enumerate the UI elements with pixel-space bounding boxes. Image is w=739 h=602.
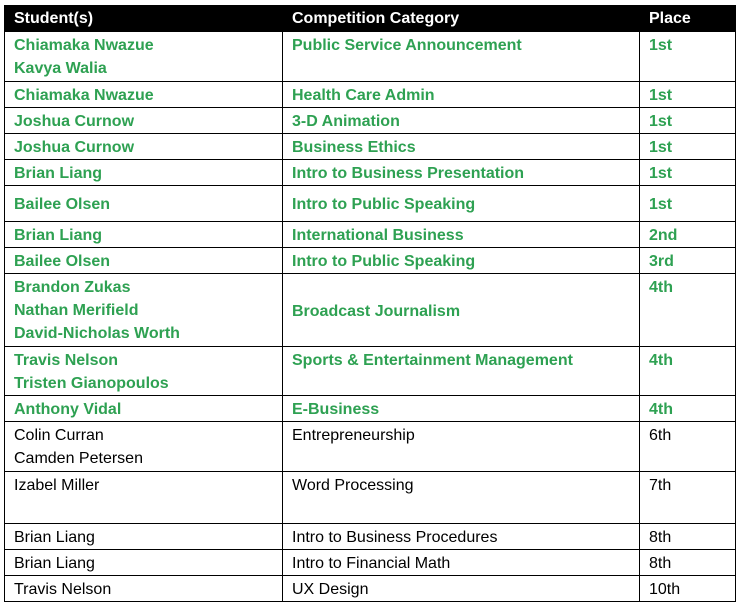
table-row	[5, 422, 736, 472]
students-cell	[5, 422, 283, 472]
student-name: Colin Curran	[14, 427, 104, 444]
student-name: Chiamaka Nwazue	[14, 37, 154, 54]
students-cell	[5, 82, 283, 108]
table-row	[5, 222, 736, 248]
students-cell	[5, 108, 283, 134]
table-row	[5, 396, 736, 422]
header-row	[5, 6, 736, 32]
table-row	[5, 248, 736, 274]
student-name: Brian Liang	[14, 529, 95, 546]
students-cell	[5, 396, 283, 422]
place-cell: 1st	[640, 32, 736, 82]
category-cell: Broadcast Journalism	[283, 274, 640, 347]
students-cell	[5, 134, 283, 160]
student-name: Travis Nelson	[14, 581, 112, 598]
student-name: Kavya Walia	[14, 60, 107, 77]
students-cell	[5, 576, 283, 602]
place-cell: 1st	[640, 160, 736, 186]
place-cell: 1st	[640, 82, 736, 108]
place-cell: 4th	[640, 396, 736, 422]
student-name: Bailee Olsen	[14, 196, 111, 213]
student-name: Chiamaka Nwazue	[14, 87, 154, 104]
student-name: Joshua Curnow	[14, 113, 135, 130]
student-name: Camden Petersen	[14, 450, 143, 467]
student-name: Travis Nelson	[14, 352, 119, 369]
table-row	[5, 134, 736, 160]
place-cell: 2nd	[640, 222, 736, 248]
students-cell	[5, 524, 283, 550]
student-name: Izabel Miller	[14, 477, 100, 494]
category-cell: Business Ethics	[283, 134, 640, 160]
students-cell	[5, 347, 283, 396]
place-cell: 8th	[640, 524, 736, 550]
category-cell: Intro to Financial Math	[283, 550, 640, 576]
category-cell: Entrepreneurship	[283, 422, 640, 472]
student-name: Brian Liang	[14, 555, 95, 572]
place-cell: 7th	[640, 472, 736, 524]
place-cell: 10th	[640, 576, 736, 602]
place-cell: 1st	[640, 134, 736, 160]
place-cell: 1st	[640, 108, 736, 134]
student-name: Joshua Curnow	[14, 139, 135, 156]
table-row	[5, 347, 736, 396]
place-cell: 3rd	[640, 248, 736, 274]
table-row	[5, 32, 736, 82]
table-row	[5, 82, 736, 108]
students-cell	[5, 248, 283, 274]
table-row	[5, 108, 736, 134]
table-row	[5, 550, 736, 576]
place-cell: 6th	[640, 422, 736, 472]
table-row	[5, 576, 736, 602]
results-table	[4, 5, 736, 602]
header-place: Place	[640, 6, 736, 32]
header-students: Student(s)	[5, 6, 283, 32]
category-cell: Intro to Business Presentation	[283, 160, 640, 186]
students-cell	[5, 160, 283, 186]
category-cell: UX Design	[283, 576, 640, 602]
students-cell	[5, 472, 283, 524]
students-cell	[5, 32, 283, 82]
category-cell: Sports & Entertainment Management	[283, 347, 640, 396]
place-cell: 1st	[640, 186, 736, 222]
student-name: Bailee Olsen	[14, 253, 111, 270]
student-name: Tristen Gianopoulos	[14, 375, 169, 392]
student-name: Brian Liang	[14, 165, 103, 182]
students-cell	[5, 274, 283, 347]
students-cell	[5, 222, 283, 248]
category-cell: Intro to Public Speaking	[283, 248, 640, 274]
student-name: Nathan Merifield	[14, 302, 139, 319]
student-name: David-Nicholas Worth	[14, 325, 180, 342]
place-cell: 8th	[640, 550, 736, 576]
category-cell: Public Service Announcement	[283, 32, 640, 82]
place-cell: 4th	[640, 274, 736, 347]
category-cell: 3-D Animation	[283, 108, 640, 134]
students-cell	[5, 186, 283, 222]
table-row	[5, 186, 736, 222]
category-cell: Intro to Business Procedures	[283, 524, 640, 550]
place-cell: 4th	[640, 347, 736, 396]
table-row	[5, 274, 736, 347]
student-name: Brian Liang	[14, 227, 103, 244]
category-cell: International Business	[283, 222, 640, 248]
students-cell	[5, 550, 283, 576]
student-name: Brandon Zukas	[14, 279, 131, 296]
table-row	[5, 524, 736, 550]
category-cell: E-Business	[283, 396, 640, 422]
category-cell: Word Processing	[283, 472, 640, 524]
header-category: Competition Category	[283, 6, 640, 32]
student-name: Anthony Vidal	[14, 401, 122, 418]
category-cell: Health Care Admin	[283, 82, 640, 108]
table-row	[5, 160, 736, 186]
category-cell: Intro to Public Speaking	[283, 186, 640, 222]
table-row	[5, 472, 736, 524]
